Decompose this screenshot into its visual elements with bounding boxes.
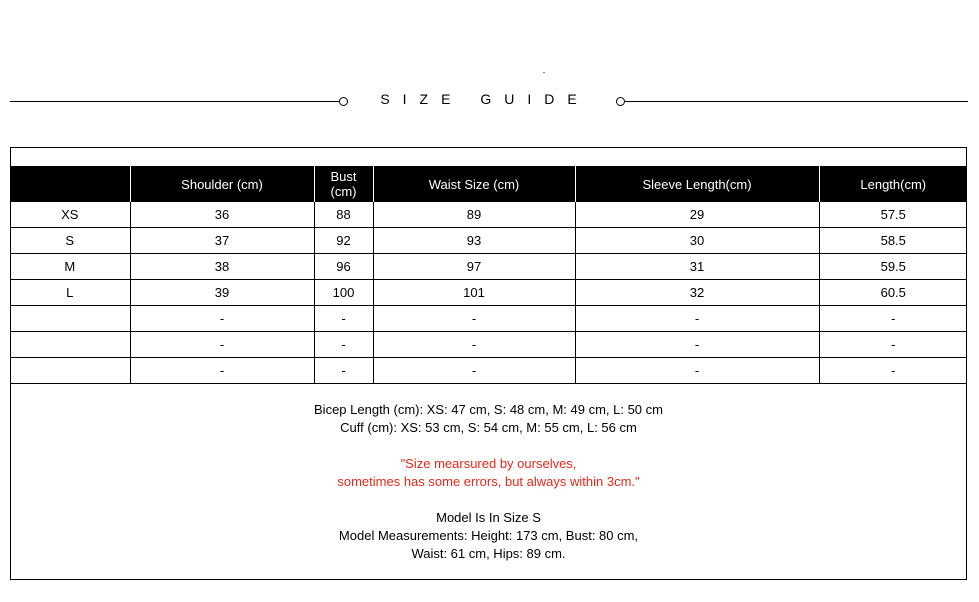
waist-cell: -: [373, 332, 575, 358]
bust-cell: -: [314, 358, 373, 384]
size-label-cell: S: [10, 228, 130, 254]
length-cell: -: [819, 306, 967, 332]
column-header-shoulder: Shoulder (cm): [130, 166, 314, 202]
bust-cell: 96: [314, 254, 373, 280]
size-label-cell: XS: [10, 202, 130, 228]
table-row: [10, 332, 967, 358]
length-cell: -: [819, 358, 967, 384]
sleeve-cell: 31: [575, 254, 819, 280]
shoulder-cell: -: [130, 306, 314, 332]
waist-cell: -: [373, 358, 575, 384]
shoulder-cell: -: [130, 358, 314, 384]
sleeve-cell: -: [575, 358, 819, 384]
size-label-cell: [10, 306, 130, 332]
shoulder-cell: 38: [130, 254, 314, 280]
bust-cell: 92: [314, 228, 373, 254]
column-header-size: [10, 166, 130, 202]
length-cell: 58.5: [819, 228, 967, 254]
model-measurements-line-1: Model Measurements: Height: 173 cm, Bust: 80 cm,: [338, 528, 639, 543]
size-label-cell: L: [10, 280, 130, 306]
size-label-cell: [10, 332, 130, 358]
waist-cell: 89: [373, 202, 575, 228]
table-row: [10, 254, 967, 280]
column-header-sleeve: Sleeve Length(cm): [575, 166, 819, 202]
waist-cell: 93: [373, 228, 575, 254]
length-cell: -: [819, 332, 967, 358]
bicep-note: Bicep Length (cm): XS: 47 cm, S: 48 cm, M: 49 cm, L: 50 cm: [314, 402, 663, 417]
title-rule-right: [624, 101, 968, 102]
shoulder-cell: 39: [130, 280, 314, 306]
decorative-mark: [543, 72, 545, 73]
column-header-length: Length(cm): [819, 166, 967, 202]
model-size-note: Model Is In Size S: [436, 510, 541, 525]
size-table: [10, 166, 967, 384]
model-measurements-line-2: Waist: 61 cm, Hips: 89 cm.: [411, 546, 566, 561]
title-row: [0, 88, 979, 114]
disclaimer-line-2: sometimes has some errors, but always within 3cm.": [337, 474, 640, 489]
cuff-note: Cuff (cm): XS: 53 cm, S: 54 cm, M: 55 cm, L: 56 cm: [340, 420, 637, 435]
sleeve-cell: -: [575, 332, 819, 358]
length-cell: 59.5: [819, 254, 967, 280]
column-header-waist: Waist Size (cm): [373, 166, 575, 202]
size-label-cell: [10, 358, 130, 384]
waist-cell: 97: [373, 254, 575, 280]
size-label-cell: M: [10, 254, 130, 280]
length-cell: 57.5: [819, 202, 967, 228]
table-header-row: [10, 166, 967, 202]
bust-cell: -: [314, 332, 373, 358]
waist-cell: 101: [373, 280, 575, 306]
shoulder-cell: 36: [130, 202, 314, 228]
table-row: [10, 280, 967, 306]
sleeve-cell: 32: [575, 280, 819, 306]
waist-cell: -: [373, 306, 575, 332]
disclaimer-line-1: "Size mearsured by ourselves,: [400, 456, 577, 471]
notes-section: [10, 401, 967, 563]
table-row: [10, 202, 967, 228]
table-row: [10, 228, 967, 254]
sleeve-cell: -: [575, 306, 819, 332]
table-row: [10, 306, 967, 332]
page-title: SIZE GUIDE: [380, 91, 590, 107]
length-cell: 60.5: [819, 280, 967, 306]
bust-cell: -: [314, 306, 373, 332]
shoulder-cell: 37: [130, 228, 314, 254]
sleeve-cell: 29: [575, 202, 819, 228]
bust-cell: 100: [314, 280, 373, 306]
table-row: [10, 358, 967, 384]
shoulder-cell: -: [130, 332, 314, 358]
bust-cell: 88: [314, 202, 373, 228]
column-header-bust: Bust (cm): [314, 166, 373, 202]
title-rule-left: [10, 101, 340, 102]
title-dot-left: [339, 97, 348, 106]
sleeve-cell: 30: [575, 228, 819, 254]
